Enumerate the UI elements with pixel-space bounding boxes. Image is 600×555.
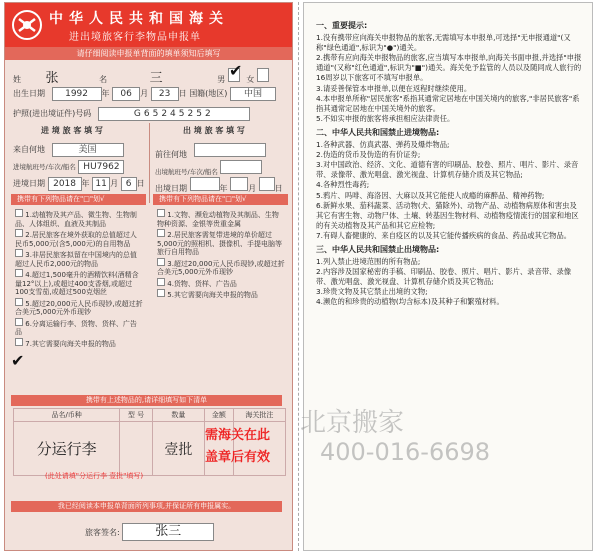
nationality-value[interactable]: 中国 <box>230 87 276 101</box>
exit-item[interactable]: 2.居民旅客需复带进境的单价超过5,000元的照相机、摄像机、手提电脑等旅行自用物品 <box>157 231 283 256</box>
entry-header: 进 境 旅 客 填 写 <box>41 126 103 135</box>
declaration-form-front <box>4 2 293 551</box>
form-header <box>5 3 292 47</box>
exit-date-label: 出境日期 <box>155 184 187 193</box>
male-label: 男 <box>217 75 226 84</box>
prohibited-out-item: 1.列入禁止进境范围的所有物品; <box>316 257 421 267</box>
signature-label: 旅客签名: <box>85 528 120 537</box>
given-name-label: 名 <box>99 75 108 84</box>
entry-item[interactable]: 5.超过20,000元人民币现钞,或超过折合美元5,000元外币现钞 <box>15 299 143 316</box>
exit-item[interactable]: 5.其它需要向海关申报的物品 <box>157 289 285 300</box>
entry-item[interactable]: 2.居民旅客在境外获取的总值超过人民币5,000元(含5,000元)的自用物品 <box>15 231 137 248</box>
exit-flight-label: 出境航班号/车次/船名 <box>155 168 218 176</box>
watermark-line2: 400-016-6698 <box>320 438 491 466</box>
to-row <box>155 143 287 160</box>
goods-note: (此处请填"分运行李 壹批"填写) <box>45 472 144 480</box>
passport-row <box>13 107 286 121</box>
customs-emblem-icon <box>11 9 43 41</box>
passport-label: 护照(进出境证件)号码 <box>13 109 92 118</box>
tip-item: 4.本申报单所称"居民旅客"系指其通常定居地在中国关境内的旅客,"非居民旅客"系指其通常定居地在中国关境外的旅客。 <box>316 93 580 113</box>
notice-band: 请仔细阅读申报单背面的填单须知后填写 <box>5 47 292 60</box>
prohibited-in-heading: 二、中华人民共和国禁止进境物品: <box>316 127 440 137</box>
entry-year[interactable]: 2018 <box>48 177 82 191</box>
male-check-mark-icon: ✔ <box>229 61 243 80</box>
tip-item: 5.不如实申报的旅客将承担相应法律责任。 <box>316 113 455 123</box>
exit-flight-value[interactable] <box>220 160 262 174</box>
dob-year[interactable]: 1992 <box>52 87 102 101</box>
female-label: 女 <box>246 75 255 84</box>
signature-row <box>85 523 285 541</box>
entry-day[interactable]: 6 <box>121 177 137 191</box>
entry-item[interactable]: 6.分离运输行李、货物、货样、广告品 <box>15 319 137 336</box>
col-qty: 数量 <box>152 409 204 422</box>
prohibited-in-item: 5.鸦片、吗啡、海洛因、大麻以及其它能使人成瘾的麻醉品、精神药物; <box>316 190 545 200</box>
exit-flight-row <box>155 160 287 176</box>
watermark-line1: 北京搬家 <box>300 408 405 438</box>
signature-value[interactable]: 张三 <box>122 523 214 541</box>
entry-month[interactable]: 11 <box>92 177 110 191</box>
goods-item-name[interactable]: 分运行李 <box>14 422 120 476</box>
exit-items-list <box>157 209 285 301</box>
name-row <box>13 67 286 86</box>
col-name: 品名/币种 <box>14 409 120 422</box>
declaration-form-back <box>303 2 593 551</box>
exit-item[interactable]: 4.货物、货样、广告品 <box>157 278 285 289</box>
prohibited-out-item: 4.濒危的和珍贵的动植物(均含标本)及其种子和繁殖材料。 <box>316 297 504 307</box>
goods-qty[interactable]: 壹批 <box>152 422 204 476</box>
form-title: 中华人民共和国海关 <box>49 11 229 27</box>
passport-number[interactable]: G65245252 <box>98 107 250 121</box>
stamp-text-line1: 需海关在此 <box>205 428 271 443</box>
tip-item: 2.携带有应向海关申报物品的旅客,应当填写本申报单,向海关书面申报,并选择"申报通道"(又称"红色通道",标识为"■")通关。海关免予监管的人员以及随同成人旅行的16周岁以下旅客可不填写申报单。 <box>316 53 582 83</box>
entry-item[interactable]: 3.非居民旅客拟留在中国境内的总值超过人民币2,000元的物品 <box>15 251 137 268</box>
prohibited-out-item: 3.珍贵文物及其它禁止出境的文物; <box>316 287 428 297</box>
form-subtitle: 进出境旅客行李物品申报单 <box>69 32 201 43</box>
prohibited-in-item: 6.新鲜水果、茄科蔬菜、活动物(犬、猫除外)、动物产品、动植物病原体和害虫及其它有害生物、动物尸体、土壤、转基因生物材料、动植物疫情流行的国家和地区的有关动植物及其产品和其它应检物; <box>316 200 579 230</box>
entry-item[interactable]: 4.超过1,500毫升的酒精饮料(酒精含量12°以上),或超过400支香烟,或超过100支雪茄,或超过500克烟丝 <box>15 271 139 296</box>
entry-flight-label: 进境航班号/车次/船名 <box>13 163 76 171</box>
given-name-value[interactable]: 三 <box>149 71 163 86</box>
prohibited-in-item: 2.伪造的货币及伪造的有价证券; <box>316 150 421 160</box>
stamp-text-line2: 盖章后有效 <box>205 450 271 465</box>
from-value[interactable]: 美国 <box>52 143 124 157</box>
exit-year[interactable] <box>190 177 220 191</box>
dob-row: 出生日期 1992 年 06 月 23 日 国籍(地区) 中国 <box>13 87 286 101</box>
entry-items-bar: 携带有下列物品请在"□"划√ <box>11 194 146 205</box>
dob-day[interactable]: 23 <box>151 87 179 101</box>
dob-month[interactable]: 06 <box>112 87 140 101</box>
goods-header-row <box>14 409 286 422</box>
prohibited-out-item: 2.内容涉及国家秘密的手稿、印刷品、胶卷、照片、唱片、影片、录音带、录像带、激光唱盘、激光视盘、计算机存储介质及其它物品; <box>316 267 572 287</box>
surname-label: 姓 <box>13 75 21 84</box>
to-label: 前往何地 <box>155 150 187 159</box>
col-model: 型 号 <box>120 409 152 422</box>
exit-header: 出 境 旅 客 填 写 <box>183 126 245 135</box>
tip-item: 1.没有携带应向海关申报物品的旅客,无需填写本申报单,可选择"无申报通道"(又称"绿色通道",标识为"●")通关。 <box>316 33 571 53</box>
exit-items-bar: 携带有下列物品请在"□"划√ <box>153 194 288 205</box>
goods-bar: 携带有上述物品的,请详细填写如下清单 <box>11 395 282 406</box>
exit-month[interactable] <box>230 177 248 191</box>
to-value[interactable] <box>194 143 266 157</box>
prohibited-in-item: 4.各种烈性毒药; <box>316 180 370 190</box>
tip-item: 3.请妥善保管本申报单,以便在返程时继续使用。 <box>316 83 472 93</box>
exit-date-row: 出境日期 年 月 日 <box>155 177 287 194</box>
prohibited-in-item: 3.对中国政治、经济、文化、道德有害的印刷品、胶卷、照片、唱片、影片、录音带、录像带、激光唱盘、激光视盘、计算机存储介质及其它物品; <box>316 160 579 180</box>
column-divider <box>149 123 150 203</box>
fold-line <box>298 2 299 551</box>
col-value: 金额 <box>205 409 234 422</box>
prohibited-in-item: 7.有碍人畜健康的、来自疫区的以及其它能传播疾病的食品、药品或其它物品。 <box>316 230 572 240</box>
surname-value[interactable]: 张 <box>45 71 59 86</box>
declaration-bar: 我已经阅读本申报单背面所列事项,并保证所有申报属实。 <box>11 501 282 512</box>
entry-flight-row <box>13 160 149 174</box>
prohibited-out-heading: 三、中华人民共和国禁止出境物品: <box>316 244 440 254</box>
back-text <box>316 17 582 308</box>
exit-day[interactable] <box>259 177 275 191</box>
entry-items-list <box>15 209 143 349</box>
entry-item[interactable]: 7.其它需要向海关申报的物品 <box>15 338 143 349</box>
exit-item[interactable]: 1.文物、濒危动植物及其制品、生物物种资源、金银等贵重金属 <box>157 211 279 228</box>
from-label: 来自何地 <box>13 145 45 154</box>
entry-date-label: 进境日期 <box>13 179 45 188</box>
female-checkbox[interactable] <box>257 68 269 82</box>
tips-heading: 一、重要提示: <box>316 21 368 30</box>
nationality-label: 国籍(地区) <box>189 89 228 98</box>
entry-item[interactable]: 1.动植物及其产品、微生物、生物制品、人体组织、血液及其制品 <box>15 211 137 228</box>
exit-item[interactable]: 3.超过20,000元人民币现钞,或超过折合美元5,000元外币现钞 <box>157 259 285 276</box>
prohibited-in-item: 1.各种武器、仿真武器、弹药及爆炸物品; <box>316 140 450 150</box>
entry-flight-value[interactable]: HU7962 <box>78 160 124 174</box>
entry-date-row: 进境日期 2018 年 11 月 6 日 <box>13 179 145 189</box>
col-customs: 海关批注 <box>233 409 285 422</box>
dob-label: 出生日期 <box>13 89 45 98</box>
from-row <box>13 143 149 157</box>
item6-check-mark-icon: ✔ <box>11 351 25 370</box>
